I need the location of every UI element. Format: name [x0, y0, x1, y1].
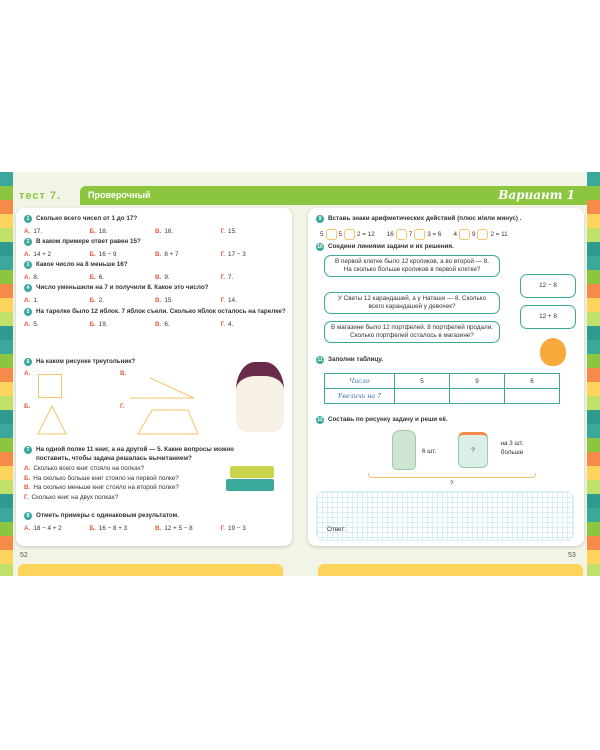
- figure-label[interactable]: Г.: [120, 403, 125, 410]
- answer-option[interactable]: Г. 15.: [220, 227, 237, 235]
- answer-option[interactable]: А. 8.: [24, 273, 39, 281]
- question-text: Число уменьшили на 7 и получили 8. Какое это число?: [36, 284, 209, 291]
- jar2-label: на 3 шт. больше: [500, 440, 524, 456]
- answer-option[interactable]: А. 5.: [24, 320, 39, 328]
- answer-option[interactable]: Б. 19.: [89, 320, 108, 328]
- equation: 5 5 2 = 12: [320, 229, 375, 240]
- task-card-3[interactable]: В магазине было 12 портфелей. 8 портфелей продали. Сколько портфелей осталось в магазине?: [324, 321, 500, 343]
- right-color-stripe: [587, 172, 600, 576]
- sign-box[interactable]: [477, 229, 488, 240]
- answer-option[interactable]: В. 9.: [155, 273, 170, 281]
- question-text: Соедини линиями задачи и их решения.: [328, 243, 454, 250]
- question-number: 9: [316, 215, 324, 223]
- question-text: На тарелке было 12 яблок. 7 яблок съели. Сколько яблок осталось на тарелке?: [36, 308, 286, 315]
- figure-label[interactable]: В.: [120, 370, 127, 377]
- jar-empty-icon: [458, 432, 488, 468]
- answer-option[interactable]: Б. 18.: [89, 227, 108, 235]
- question-5: [24, 308, 286, 328]
- brace: [368, 473, 536, 478]
- answer-label: Ответ:: [327, 526, 346, 533]
- total-label: ?: [450, 480, 454, 487]
- question-number: 4: [24, 284, 32, 292]
- answer-cell[interactable]: [395, 389, 450, 404]
- answer-cell[interactable]: [450, 389, 505, 404]
- question-text: Заполни таблицу.: [328, 356, 384, 363]
- jar2-question: ?: [471, 447, 475, 454]
- question-number: 1: [24, 215, 32, 223]
- question-number: 5: [24, 308, 32, 316]
- question-text: На каком рисунке треугольник?: [36, 358, 136, 365]
- task-card-1[interactable]: В первой клетке было 12 кроликов, а во второй — 8. На сколько больше кроликов в первой клетке?: [324, 255, 500, 277]
- answer-option[interactable]: Г. 19 − 3: [220, 524, 246, 532]
- answer-option[interactable]: Б. 6.: [89, 273, 105, 281]
- sign-box[interactable]: [459, 229, 470, 240]
- question-text: Отметь примеры с одинаковым результатом.: [36, 512, 179, 519]
- question-text: В каком примере ответ равен 15?: [36, 238, 141, 245]
- question-text: На одной полке 11 книг, а на другой — 5. Какие вопросы можно поставить, чтобы задача решалась вычитанием?: [36, 446, 234, 462]
- question-9: [316, 215, 578, 240]
- answer-option[interactable]: Г. 17 − 3: [220, 250, 246, 258]
- question-6: [24, 358, 286, 410]
- triangle-figure[interactable]: [34, 402, 74, 438]
- answer-option[interactable]: В. 16.: [155, 227, 174, 235]
- fill-table: [324, 373, 560, 404]
- answer-option[interactable]: А. 17.: [24, 227, 43, 235]
- question-number: 3: [24, 261, 32, 269]
- question-1: [24, 215, 286, 235]
- sign-box[interactable]: [414, 229, 425, 240]
- task-card-2[interactable]: У Светы 12 карандашей, а у Наташи — 8. Сколько всего карандашей у девочек?: [324, 292, 500, 314]
- page-number-left: 52: [20, 552, 28, 559]
- answer-option[interactable]: Г. 4.: [220, 320, 234, 328]
- question-number: 11: [317, 357, 323, 363]
- figure-label[interactable]: А.: [24, 370, 31, 377]
- question-12: [316, 416, 578, 425]
- sign-box[interactable]: [326, 229, 337, 240]
- equation: 4 9 2 = 11: [453, 229, 507, 240]
- answer-option[interactable]: Б. На сколько больше книг стояло на первой полке?: [24, 474, 179, 482]
- left-page-card: [16, 208, 292, 546]
- figure-label[interactable]: Б.: [24, 403, 31, 410]
- answer-option[interactable]: А. 14 + 2: [24, 250, 51, 258]
- answer-option[interactable]: В. 15.: [155, 296, 174, 304]
- page-number-right: 53: [568, 552, 576, 559]
- trapezoid-figure[interactable]: [134, 406, 204, 436]
- jar-with-cucumbers-icon: [392, 430, 416, 470]
- duckling-illustration: [540, 338, 566, 366]
- jar1-label: 6 шт.: [422, 448, 437, 455]
- answer-option[interactable]: Г. 14.: [220, 296, 237, 304]
- question-10: [316, 243, 578, 252]
- question-number: 12: [317, 417, 323, 423]
- solution-grid[interactable]: [316, 491, 574, 541]
- right-footer-bar: [318, 564, 583, 576]
- left-footer-bar: [18, 564, 283, 576]
- angle-figure[interactable]: [128, 376, 198, 400]
- variant-label: Вариант 1: [498, 188, 575, 202]
- table-row: Число 5 9 6: [325, 374, 560, 389]
- answer-option[interactable]: А. 1.: [24, 296, 39, 304]
- left-color-stripe: [0, 172, 13, 576]
- answer-option[interactable]: Б. 16 − 8 + 3: [89, 524, 128, 532]
- question-number: 7: [24, 446, 32, 454]
- sign-box[interactable]: [344, 229, 355, 240]
- answer-option[interactable]: Г. 7.: [220, 273, 234, 281]
- question-number: 6: [24, 358, 32, 366]
- answer-option[interactable]: А. Сколько всего книг стояло на полках?: [24, 465, 145, 472]
- llama-illustration: [236, 362, 284, 432]
- question-text: Вставь знаки арифметических действий (плюс и/или минус) .: [328, 215, 522, 222]
- table-row: Увеличь на 7: [325, 389, 560, 404]
- question-8: [24, 512, 286, 532]
- answer-option[interactable]: Г. Сколько книг на двух полках?: [24, 493, 119, 501]
- question-2: [24, 238, 286, 258]
- question-11: [316, 356, 524, 365]
- answer-option[interactable]: В. 12 + 5 − 8: [155, 524, 193, 532]
- test-title: Проверочный: [88, 190, 151, 200]
- question-number: 10: [317, 244, 323, 250]
- question-text: Какое число на 8 меньше 16?: [36, 261, 128, 268]
- square-figure[interactable]: [38, 374, 62, 398]
- question-4: [24, 284, 286, 304]
- answer-option[interactable]: В. 8 + 7: [155, 250, 179, 258]
- question-number: 2: [24, 238, 32, 246]
- right-page-card: [308, 208, 584, 546]
- answer-cell[interactable]: [505, 389, 560, 404]
- answer-option[interactable]: В. На сколько меньше книг стояло на второй полке?: [24, 484, 179, 491]
- header-band: [80, 186, 587, 205]
- solution-card-1[interactable]: 12 − 8: [520, 274, 576, 298]
- sign-box[interactable]: [396, 229, 407, 240]
- question-text: Сколько всего чисел от 1 до 17?: [36, 215, 138, 222]
- answer-option[interactable]: В. 6.: [155, 320, 170, 328]
- question-7: [24, 446, 286, 502]
- solution-card-2[interactable]: 12 + 8: [520, 305, 576, 329]
- question-3: [24, 261, 286, 281]
- answer-option[interactable]: Б. 16 − 9: [89, 250, 117, 258]
- test-number: тест 7.: [13, 186, 77, 205]
- question-text: Составь по рисунку задачу и реши её.: [328, 416, 448, 423]
- question-number: 8: [24, 512, 32, 520]
- answer-option[interactable]: Б. 2.: [89, 296, 105, 304]
- equation: 16 7 3 = 6: [387, 229, 442, 240]
- answer-option[interactable]: А. 18 − 4 + 2: [24, 524, 62, 532]
